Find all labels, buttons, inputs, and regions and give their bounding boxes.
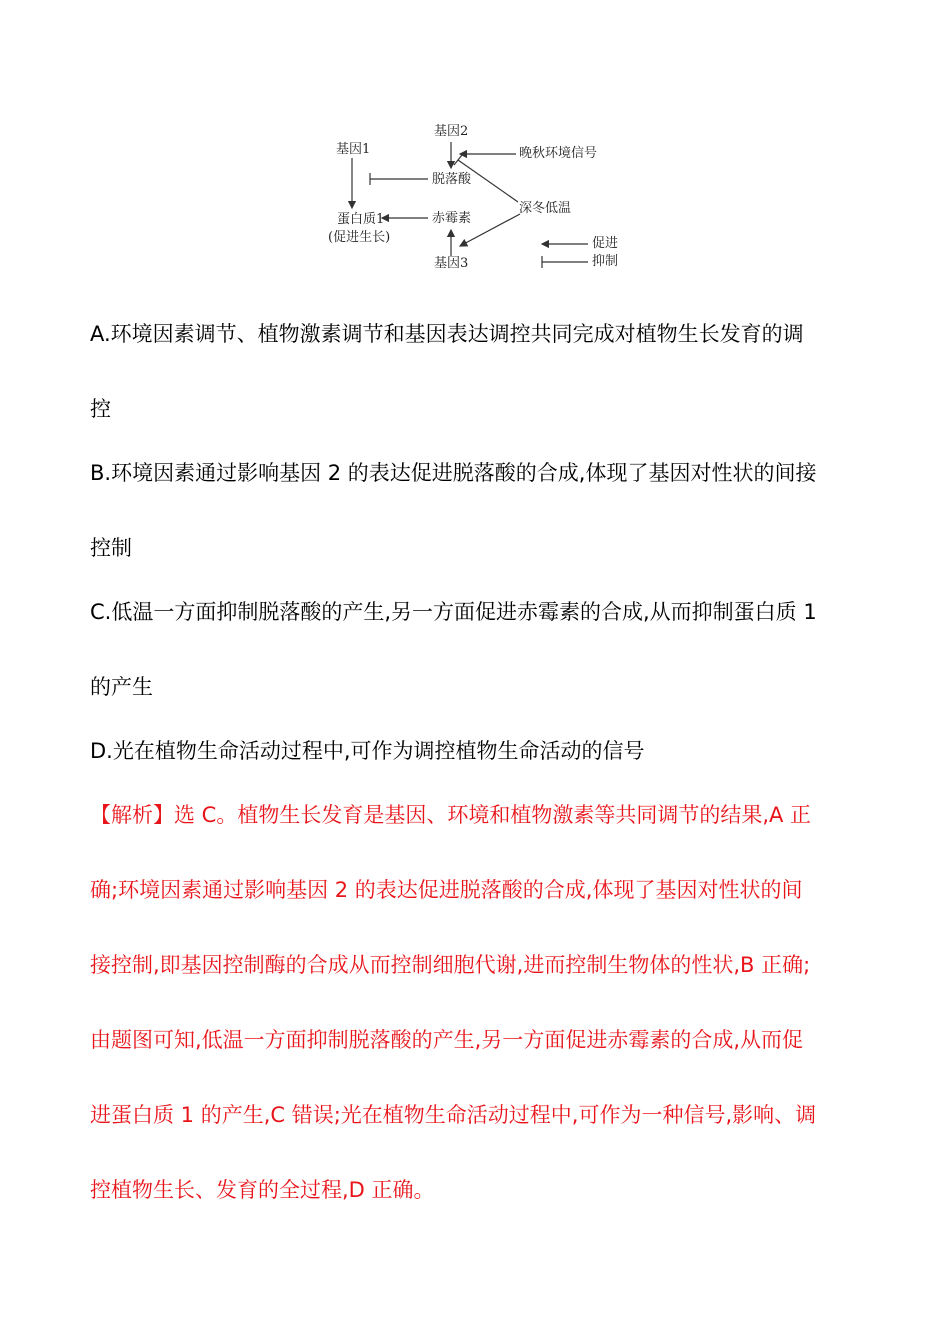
- gene1-label: 基因1: [336, 142, 371, 157]
- option-d-line1: D.光在植物生命活动过程中,可作为调控植物生命活动的信号: [90, 739, 645, 763]
- gene3-label: 基因3: [434, 256, 469, 271]
- deep-winter-low-temp-label: 深冬低温: [519, 201, 572, 216]
- gibberellin-label: 赤霉素: [432, 211, 472, 226]
- analysis-line4: 由题图可知,低温一方面抑制脱落酸的产生,另一方面促进赤霉素的合成,从而促: [90, 1028, 804, 1052]
- legend-promote-label: 促进: [592, 236, 619, 251]
- gene2-label: 基因2: [434, 124, 469, 139]
- protein1-label: 蛋白质1: [337, 212, 385, 227]
- option-b-line1: B.环境因素通过影响基因 2 的表达促进脱落酸的合成,体现了基因对性状的间接: [90, 461, 817, 485]
- analysis-line6: 控植物生长、发育的全过程,D 正确。: [90, 1178, 435, 1202]
- option-a-line2: 控: [90, 397, 111, 421]
- regulation-diagram: [320, 118, 640, 278]
- analysis-line1: 【解析】选 C。植物生长发育是基因、环境和植物激素等共同调节的结果,A 正: [90, 803, 812, 827]
- option-a-line1: A.环境因素调节、植物激素调节和基因表达调控共同完成对植物生长发育的调: [90, 322, 804, 346]
- legend-inhibit-label: 抑制: [592, 254, 619, 269]
- option-c-line2: 的产生: [90, 675, 153, 699]
- analysis-line3: 接控制,即基因控制酶的合成从而控制细胞代谢,进而控制生物体的性状,B 正确;: [90, 953, 811, 977]
- abscisic-acid-label: 脱落酸: [432, 172, 472, 187]
- late-autumn-signal-label: 晚秋环境信号: [519, 146, 598, 161]
- protein1-note-label: (促进生长): [328, 230, 391, 245]
- option-c-line1: C.低温一方面抑制脱落酸的产生,另一方面促进赤霉素的合成,从而抑制蛋白质 1: [90, 600, 817, 624]
- analysis-line5: 进蛋白质 1 的产生,C 错误;光在植物生命活动过程中,可作为一种信号,影响、调: [90, 1103, 817, 1127]
- option-b-line2: 控制: [90, 536, 132, 560]
- analysis-line2: 确;环境因素通过影响基因 2 的表达促进脱落酸的合成,体现了基因对性状的间: [90, 878, 803, 902]
